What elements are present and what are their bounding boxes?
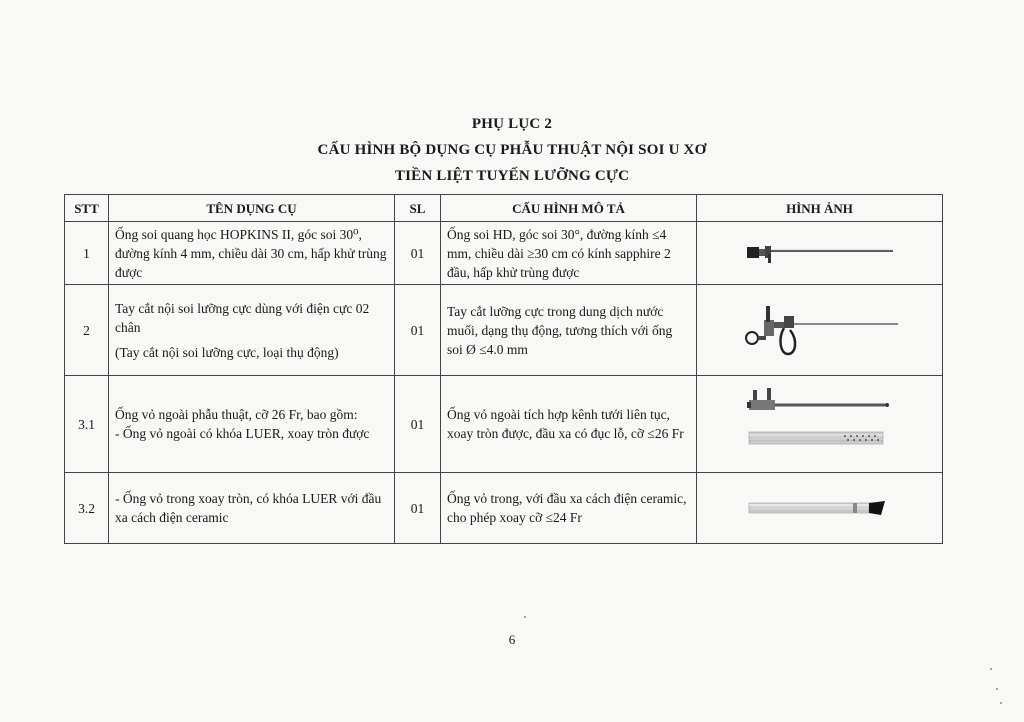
row-description: Ống vỏ ngoài tích hợp kênh tưới liên tục, xoay tròn được, đầu xa có đục lỗ, cỡ ≤26 Fr [441, 376, 697, 473]
document-title-line-1: CẤU HÌNH BỘ DỤNG CỤ PHẪU THUẬT NỘI SOI U XƠ [317, 142, 707, 158]
row-description: Tay cắt lưỡng cực trong dung dịch nước muối, dạng thụ động, tương thích với ống soi Ø ≤4.0 mm [441, 285, 697, 376]
row-stt: 3.1 [65, 376, 109, 473]
column-header-name: TÊN DỤNG CỤ [109, 195, 395, 222]
column-header-qty: SL [395, 195, 441, 222]
row-image [697, 222, 943, 285]
row-name-text: Ống soi quang học HOPKINS II, góc soi 30⁰, đường kính 4 mm, chiều dài 30 cm, hấp khử trùng được [115, 226, 387, 280]
row-stt: 2 [65, 285, 109, 376]
row-image [697, 376, 943, 473]
row-name-text: - Ống vỏ trong xoay tròn, có khóa LUER với đầu xa cách điện ceramic [115, 491, 382, 525]
document-title-line-2: TIỀN LIỆT TUYẾN LƯỠNG CỰC [394, 168, 630, 184]
row-qty: 01 [395, 376, 441, 473]
table-row [65, 222, 943, 285]
row-name-text: Tay cắt nội soi lưỡng cực dùng với điện cực 02 chân [115, 300, 370, 335]
row-qty: 01 [395, 285, 441, 376]
row-name [109, 376, 395, 473]
row-name [109, 285, 395, 376]
page-number: 6 [508, 632, 516, 647]
appendix-title: PHỤ LỤC 2 [471, 116, 553, 132]
row-qty: 01 [395, 222, 441, 285]
table-row [65, 285, 943, 376]
instrument-table [64, 194, 943, 544]
telescope-icon [745, 238, 895, 268]
row-description: Ống soi HD, góc soi 30°, đường kính ≤4 mm, chiều dài ≥30 cm có kính sapphire 2 đầu, hấp khử trùng được [441, 222, 697, 285]
row-image [697, 473, 943, 544]
column-header-stt: STT [65, 195, 109, 222]
row-stt: 3.2 [65, 473, 109, 544]
table-header-row [65, 195, 943, 222]
row-qty: 01 [395, 473, 441, 544]
row-image [697, 285, 943, 376]
outer-sheath-icon [745, 384, 895, 464]
row-name-subitem: - Ống vỏ ngoài có khóa LUER, xoay tròn được [115, 426, 370, 441]
row-stt: 1 [65, 222, 109, 285]
column-header-image: HÌNH ẢNH [697, 195, 943, 222]
table-row [65, 473, 943, 544]
row-name [109, 473, 395, 544]
resectoscope-working-element-icon [740, 298, 900, 362]
row-description: Ống vỏ trong, với đầu xa cách điện ceramic, cho phép xoay cỡ ≤24 Fr [441, 473, 697, 544]
row-name-note: (Tay cắt nội soi lưỡng cực, loại thụ động) [115, 344, 339, 360]
row-name [109, 222, 395, 285]
inner-sheath-icon [745, 493, 895, 523]
column-header-description: CẤU HÌNH MÔ TẢ [441, 195, 697, 222]
table-row [65, 376, 943, 473]
row-name-text: Ống vỏ ngoài phẫu thuật, cỡ 26 Fr, bao gồm: [115, 407, 358, 422]
